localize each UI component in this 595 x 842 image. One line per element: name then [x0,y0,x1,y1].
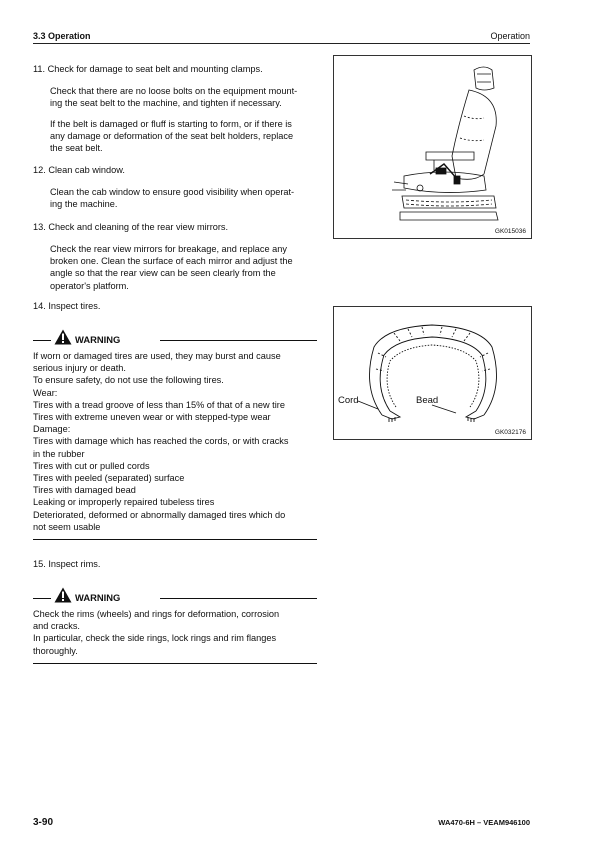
item-15: 15. Inspect rims. [33,559,101,569]
operator-seat-illustration [334,56,531,238]
warning-end-rule [33,663,317,664]
text-line: ing the machine. [50,199,118,210]
figure-code: GK032176 [494,429,526,436]
text-line: angle so that the rear view can be seen clearly from the [50,268,276,279]
warning-bar [33,587,317,603]
warning-line: serious injury or death. [33,363,126,374]
warning-end-rule [33,539,317,540]
bead-label: Bead [416,395,439,406]
text-line: If the belt is damaged or fluff is starting to form, or if there is [50,119,292,129]
warning-line: and cracks. [33,621,80,632]
model-code: WA470-6H – VEAM946100 [438,818,530,827]
warning-line: Tires with cut or pulled cords [33,460,150,471]
text-line: operator's platform. [50,280,129,291]
warning-line: If worn or damaged tires are used, they may burst and cause [33,351,281,361]
warning-line: thoroughly. [33,645,78,656]
item-11-para-1 [50,85,317,109]
page-header [33,29,530,44]
warning-bar [33,329,317,345]
item-14: 14. Inspect tires. [33,301,101,311]
rule [160,598,317,599]
warning-line: not seem usable [33,521,101,532]
item-13-para-1 [50,243,317,292]
warning-line: Leaking or improperly repaired tubeless tires [33,497,215,508]
warning-1-text [33,350,317,533]
warning-line: In particular, check the side rings, lock rings and rim flanges [33,633,277,644]
item-13: 13. Check and cleaning of the rear view mirrors. [33,222,229,232]
text-line: Check the rear view mirrors for breakage, and replace any [50,244,287,254]
figure-code: GK015036 [494,228,526,235]
item-12: 12. Clean cab window. [33,165,125,175]
item-12-para-1 [50,186,317,210]
text-line: broken one. Clean the surface of each mirror and adjust the [50,256,293,267]
text-line: Clean the cab window to ensure good visibility when operat- [50,187,295,197]
text-line: Check that there are no loose bolts on the equipment mount- [50,86,298,96]
warning-line: Tires with damaged bead [33,485,136,496]
warning-line: Tires with damage which has reached the cords, or with cracks [33,436,289,447]
warning-2-text [33,608,317,657]
seat-belt-figure [333,55,532,239]
text-line: the seat belt. [50,143,103,154]
rule [160,340,317,341]
warning-line: Damage: [33,424,71,435]
text-line: any damage or deformation of the seat belt holders, replace [50,131,294,142]
warning-title: WARNING [75,334,121,345]
warning-line: Wear: [33,387,58,398]
page-number: 3-90 [33,817,54,828]
chapter-title: Operation [490,31,530,41]
section-title: 3.3 Operation [33,31,91,41]
warning-line: Deteriorated, deformed or abnormally damaged tires which do [33,509,286,520]
warning-triangle-icon [54,587,72,603]
warning-line: in the rubber [33,448,85,459]
warning-triangle-icon [54,329,72,345]
warning-line: Tires with extreme uneven wear or with stepped-type wear [33,412,271,423]
item-11-para-2 [50,118,317,155]
warning-line: Check the rims (wheels) and rings for deformation, corrosion [33,609,280,619]
rule [33,340,51,341]
warning-title: WARNING [75,592,121,603]
text-line: ing the seat belt to the machine, and tighten if necessary. [50,98,282,109]
tire-figure [333,306,532,440]
warning-line: To ensure safety, do not use the following tires. [33,375,224,386]
warning-line: Tires with a tread groove of less than 15% of that of a new tire [33,399,285,410]
rule [33,598,51,599]
tire-cross-section-illustration [334,307,531,439]
cord-label: Cord [338,395,359,406]
item-11: 11. Check for damage to seat belt and mounting clamps. [33,64,263,74]
warning-line: Tires with peeled (separated) surface [33,473,185,484]
